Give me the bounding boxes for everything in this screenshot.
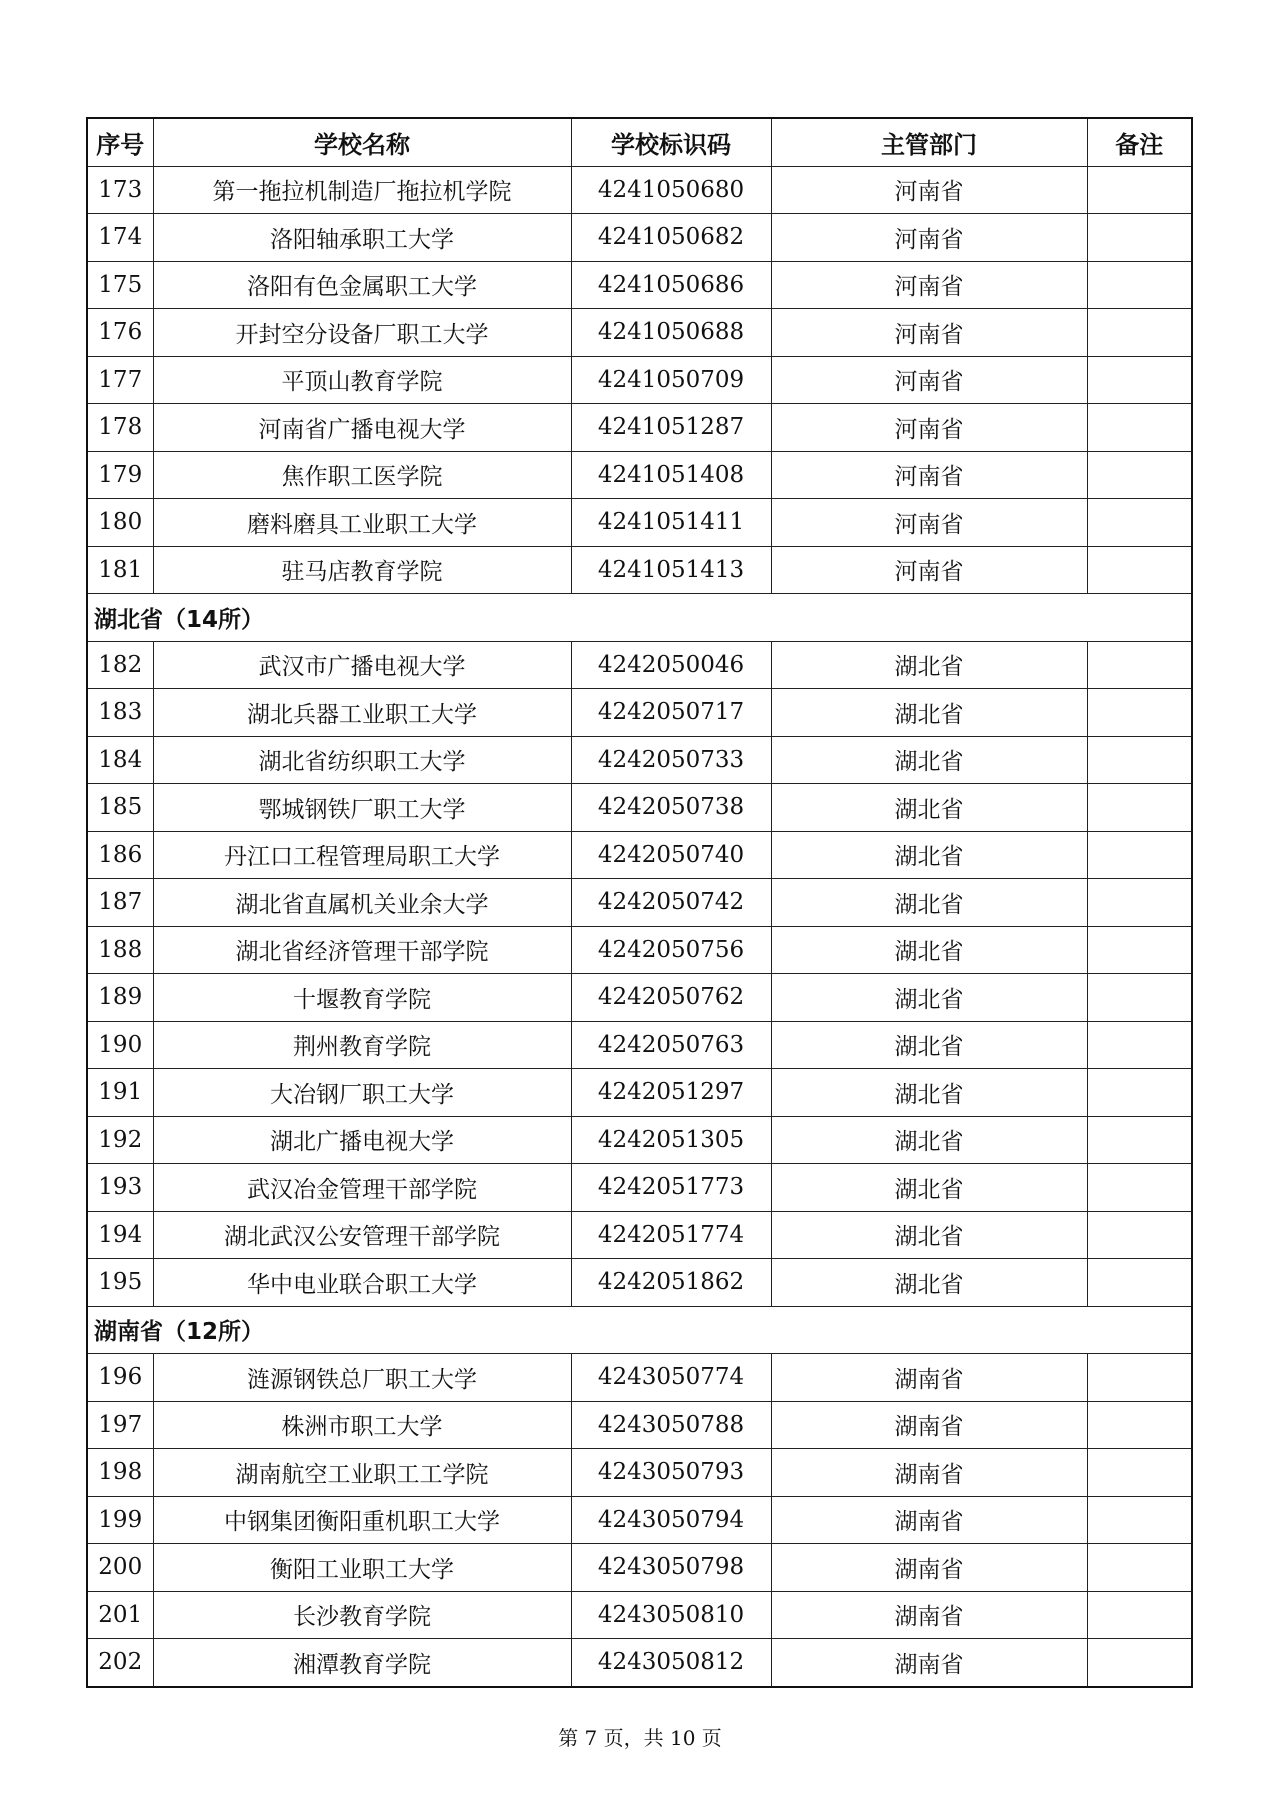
header-school-name: 学校名称 [153, 118, 571, 166]
header-school-code: 学校标识码 [571, 118, 771, 166]
cell-school-name: 湖北广播电视大学 [153, 1116, 571, 1164]
cell-school-code: 4242050740 [571, 831, 771, 879]
table-row [87, 974, 1192, 1022]
cell-department: 河南省 [771, 166, 1087, 214]
cell-school-name: 荆州教育学院 [153, 1021, 571, 1069]
cell-school-name: 开封空分设备厂职工大学 [153, 309, 571, 357]
cell-department: 湖南省 [771, 1401, 1087, 1449]
cell-seq: 180 [87, 499, 153, 547]
cell-seq: 186 [87, 831, 153, 879]
cell-school-name: 华中电业联合职工大学 [153, 1259, 571, 1307]
cell-school-name: 焦作职工医学院 [153, 451, 571, 499]
cell-department: 河南省 [771, 261, 1087, 309]
cell-department: 湖北省 [771, 1069, 1087, 1117]
cell-school-name: 湖南航空工业职工工学院 [153, 1449, 571, 1497]
table-row [87, 879, 1192, 927]
table-row [87, 641, 1192, 689]
cell-school-code: 4242050046 [571, 641, 771, 689]
cell-note [1087, 451, 1192, 499]
cell-note [1087, 1544, 1192, 1592]
cell-note [1087, 404, 1192, 452]
cell-note [1087, 261, 1192, 309]
cell-note [1087, 1021, 1192, 1069]
cell-department: 湖南省 [771, 1354, 1087, 1402]
cell-school-code: 4241051287 [571, 404, 771, 452]
cell-seq: 199 [87, 1496, 153, 1544]
cell-note [1087, 926, 1192, 974]
cell-seq: 174 [87, 214, 153, 262]
cell-school-name: 湖北省经济管理干部学院 [153, 926, 571, 974]
cell-school-name: 第一拖拉机制造厂拖拉机学院 [153, 166, 571, 214]
section-label: 湖北省（14所） [87, 594, 1192, 642]
cell-school-code: 4241050680 [571, 166, 771, 214]
cell-note [1087, 736, 1192, 784]
cell-school-name: 株洲市职工大学 [153, 1401, 571, 1449]
table-row [87, 309, 1192, 357]
cell-school-name: 湖北兵器工业职工大学 [153, 689, 571, 737]
cell-department: 湖北省 [771, 1211, 1087, 1259]
cell-school-code: 4242050756 [571, 926, 771, 974]
table-row [87, 926, 1192, 974]
table-row [87, 1496, 1192, 1544]
cell-note [1087, 1354, 1192, 1402]
cell-department: 河南省 [771, 356, 1087, 404]
cell-seq: 173 [87, 166, 153, 214]
table-row [87, 1449, 1192, 1497]
cell-seq: 179 [87, 451, 153, 499]
table-row [87, 1639, 1192, 1687]
cell-department: 湖北省 [771, 689, 1087, 737]
cell-school-name: 大冶钢厂职工大学 [153, 1069, 571, 1117]
cell-department: 湖北省 [771, 1164, 1087, 1212]
cell-seq: 184 [87, 736, 153, 784]
cell-note [1087, 1259, 1192, 1307]
cell-school-code: 4243050810 [571, 1591, 771, 1639]
table-row [87, 1021, 1192, 1069]
cell-seq: 194 [87, 1211, 153, 1259]
table-row [87, 1116, 1192, 1164]
cell-department: 湖北省 [771, 784, 1087, 832]
cell-seq: 189 [87, 974, 153, 1022]
cell-school-name: 长沙教育学院 [153, 1591, 571, 1639]
cell-department: 河南省 [771, 214, 1087, 262]
section-label: 湖南省（12所） [87, 1306, 1192, 1354]
section-row [87, 1306, 1192, 1354]
cell-school-name: 平顶山教育学院 [153, 356, 571, 404]
table-row [87, 1544, 1192, 1592]
cell-school-code: 4241051411 [571, 499, 771, 547]
cell-school-code: 4242051862 [571, 1259, 771, 1307]
cell-seq: 181 [87, 546, 153, 594]
cell-department: 湖北省 [771, 1021, 1087, 1069]
cell-note [1087, 784, 1192, 832]
cell-seq: 196 [87, 1354, 153, 1402]
cell-note [1087, 1449, 1192, 1497]
cell-seq: 183 [87, 689, 153, 737]
cell-seq: 197 [87, 1401, 153, 1449]
page-footer: 第 7 页，共 10 页 [558, 1726, 722, 1750]
cell-school-code: 4241051413 [571, 546, 771, 594]
cell-note [1087, 166, 1192, 214]
cell-school-code: 4242050717 [571, 689, 771, 737]
table-row [87, 1401, 1192, 1449]
cell-note [1087, 1164, 1192, 1212]
cell-school-code: 4243050793 [571, 1449, 771, 1497]
cell-seq: 192 [87, 1116, 153, 1164]
cell-seq: 195 [87, 1259, 153, 1307]
cell-school-code: 4243050774 [571, 1354, 771, 1402]
cell-school-name: 洛阳有色金属职工大学 [153, 261, 571, 309]
cell-school-name: 十堰教育学院 [153, 974, 571, 1022]
cell-school-code: 4241050688 [571, 309, 771, 357]
cell-school-name: 衡阳工业职工大学 [153, 1544, 571, 1592]
cell-seq: 175 [87, 261, 153, 309]
table-row [87, 1259, 1192, 1307]
cell-seq: 202 [87, 1639, 153, 1687]
cell-school-code: 4243050794 [571, 1496, 771, 1544]
cell-school-code: 4242050762 [571, 974, 771, 1022]
cell-note [1087, 974, 1192, 1022]
cell-department: 湖北省 [771, 1116, 1087, 1164]
school-table [86, 117, 1193, 1688]
cell-school-code: 4243050812 [571, 1639, 771, 1687]
cell-department: 湖北省 [771, 641, 1087, 689]
cell-note [1087, 1401, 1192, 1449]
cell-school-code: 4241050709 [571, 356, 771, 404]
cell-note [1087, 689, 1192, 737]
cell-school-name: 洛阳轴承职工大学 [153, 214, 571, 262]
cell-note [1087, 546, 1192, 594]
table-header [87, 118, 1192, 166]
table-row [87, 1211, 1192, 1259]
table-row [87, 499, 1192, 547]
cell-department: 湖北省 [771, 974, 1087, 1022]
cell-department: 湖南省 [771, 1544, 1087, 1592]
cell-school-code: 4242050742 [571, 879, 771, 927]
cell-school-name: 湖北省纺织职工大学 [153, 736, 571, 784]
table-row [87, 1591, 1192, 1639]
cell-department: 湖北省 [771, 1259, 1087, 1307]
cell-seq: 191 [87, 1069, 153, 1117]
cell-school-name: 武汉冶金管理干部学院 [153, 1164, 571, 1212]
cell-note [1087, 1639, 1192, 1687]
cell-note [1087, 1591, 1192, 1639]
cell-school-code: 4243050788 [571, 1401, 771, 1449]
cell-department: 湖北省 [771, 831, 1087, 879]
cell-school-name: 武汉市广播电视大学 [153, 641, 571, 689]
cell-school-code: 4241051408 [571, 451, 771, 499]
section-row [87, 594, 1192, 642]
table-row [87, 546, 1192, 594]
cell-school-name: 磨料磨具工业职工大学 [153, 499, 571, 547]
cell-note [1087, 309, 1192, 357]
cell-department: 湖北省 [771, 736, 1087, 784]
cell-note [1087, 1496, 1192, 1544]
cell-department: 湖南省 [771, 1449, 1087, 1497]
cell-note [1087, 1069, 1192, 1117]
cell-school-code: 4243050798 [571, 1544, 771, 1592]
cell-seq: 177 [87, 356, 153, 404]
cell-department: 河南省 [771, 451, 1087, 499]
cell-department: 湖南省 [771, 1496, 1087, 1544]
cell-school-name: 湘潭教育学院 [153, 1639, 571, 1687]
cell-seq: 176 [87, 309, 153, 357]
cell-seq: 198 [87, 1449, 153, 1497]
table-row [87, 1164, 1192, 1212]
cell-school-code: 4242050733 [571, 736, 771, 784]
cell-department: 河南省 [771, 404, 1087, 452]
table-row [87, 261, 1192, 309]
cell-seq: 187 [87, 879, 153, 927]
cell-department: 湖南省 [771, 1591, 1087, 1639]
cell-note [1087, 356, 1192, 404]
cell-school-code: 4242050763 [571, 1021, 771, 1069]
cell-note [1087, 1116, 1192, 1164]
table-row [87, 404, 1192, 452]
cell-note [1087, 879, 1192, 927]
cell-note [1087, 831, 1192, 879]
cell-school-name: 驻马店教育学院 [153, 546, 571, 594]
table-row [87, 1069, 1192, 1117]
table-row [87, 356, 1192, 404]
table-body [87, 166, 1192, 1687]
table-row [87, 689, 1192, 737]
cell-school-code: 4242051297 [571, 1069, 771, 1117]
cell-seq: 188 [87, 926, 153, 974]
cell-note [1087, 214, 1192, 262]
cell-school-code: 4242051774 [571, 1211, 771, 1259]
cell-department: 河南省 [771, 546, 1087, 594]
cell-seq: 178 [87, 404, 153, 452]
table-row [87, 784, 1192, 832]
cell-seq: 201 [87, 1591, 153, 1639]
cell-school-name: 鄂城钢铁厂职工大学 [153, 784, 571, 832]
cell-department: 河南省 [771, 499, 1087, 547]
cell-school-code: 4241050686 [571, 261, 771, 309]
cell-seq: 185 [87, 784, 153, 832]
cell-school-name: 河南省广播电视大学 [153, 404, 571, 452]
cell-department: 河南省 [771, 309, 1087, 357]
cell-school-code: 4242051773 [571, 1164, 771, 1212]
cell-seq: 182 [87, 641, 153, 689]
header-note: 备注 [1087, 118, 1192, 166]
cell-seq: 190 [87, 1021, 153, 1069]
cell-department: 湖北省 [771, 926, 1087, 974]
cell-note [1087, 641, 1192, 689]
cell-note [1087, 1211, 1192, 1259]
cell-school-name: 中钢集团衡阳重机职工大学 [153, 1496, 571, 1544]
cell-department: 湖南省 [771, 1639, 1087, 1687]
header-seq: 序号 [87, 118, 153, 166]
table-row [87, 736, 1192, 784]
table-row [87, 166, 1192, 214]
table-row [87, 451, 1192, 499]
cell-school-name: 湖北省直属机关业余大学 [153, 879, 571, 927]
cell-school-name: 湖北武汉公安管理干部学院 [153, 1211, 571, 1259]
table-row [87, 1354, 1192, 1402]
cell-school-code: 4241050682 [571, 214, 771, 262]
header-row [87, 118, 1192, 166]
cell-school-name: 丹江口工程管理局职工大学 [153, 831, 571, 879]
table-row [87, 831, 1192, 879]
cell-department: 湖北省 [771, 879, 1087, 927]
table-row [87, 214, 1192, 262]
cell-seq: 200 [87, 1544, 153, 1592]
cell-seq: 193 [87, 1164, 153, 1212]
header-department: 主管部门 [771, 118, 1087, 166]
cell-note [1087, 499, 1192, 547]
cell-school-code: 4242051305 [571, 1116, 771, 1164]
cell-school-code: 4242050738 [571, 784, 771, 832]
cell-school-name: 涟源钢铁总厂职工大学 [153, 1354, 571, 1402]
